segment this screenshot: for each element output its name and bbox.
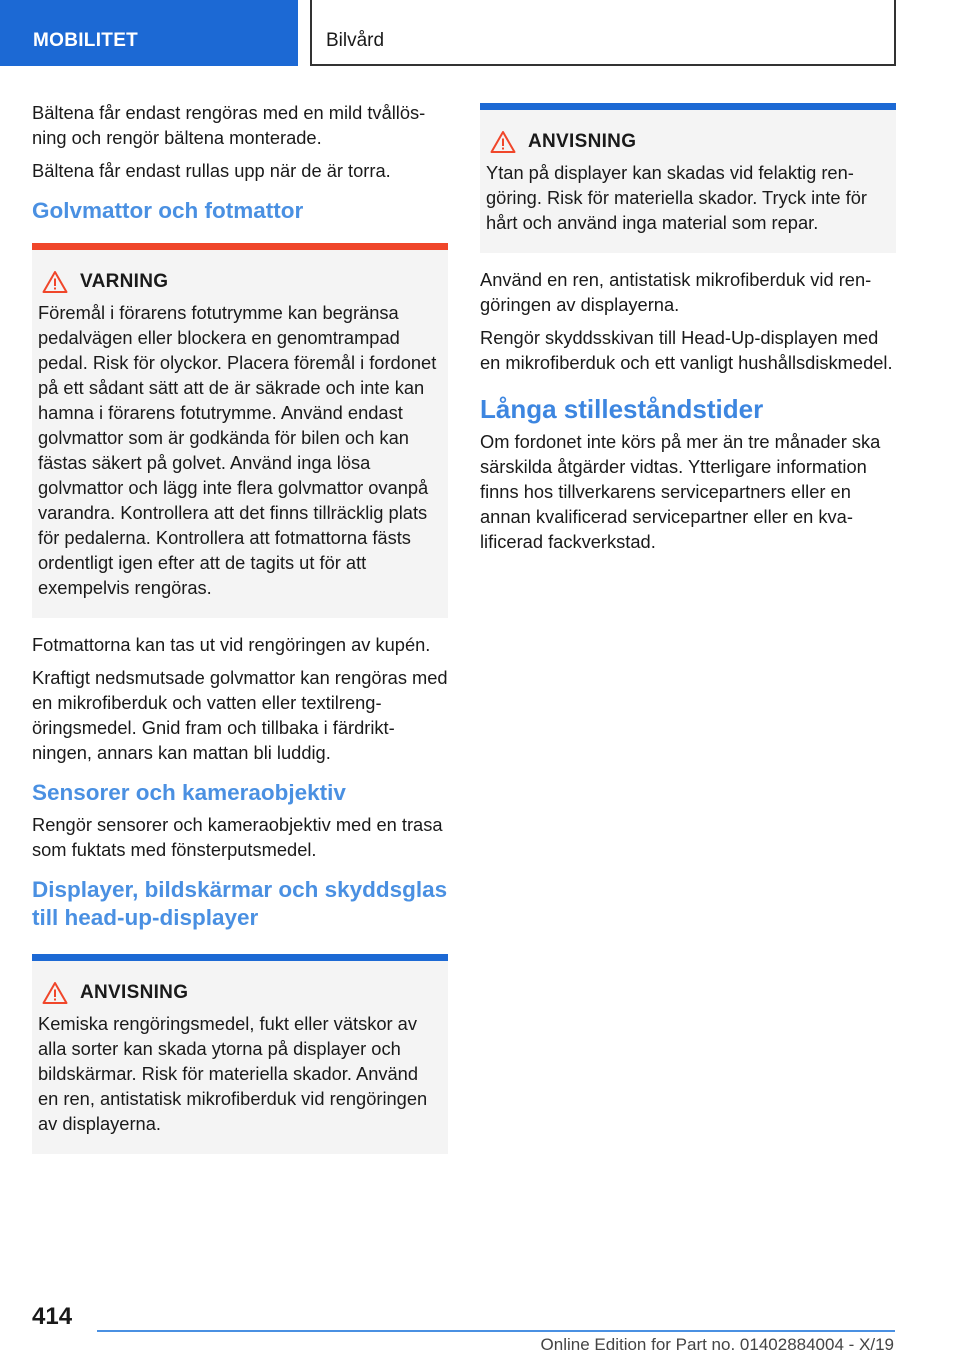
notice-title: ANVISNING [80,982,189,1003]
paragraph: Bältena får endast rullas upp när de är torra. [32,160,391,181]
warning-title: VARNING [80,271,169,292]
right-column [480,103,896,562]
footer-divider [97,1330,895,1332]
paragraph: Om fordonet inte körs på mer än tre månader ska särskilda åtgärder vidtas. Ytterligare information finns hos tillverkarens servicepartners eller en annan kvalificerad servicepartner eller en kvalificerad fackverkstad. [480,431,881,552]
notice-title: ANVISNING [528,131,637,152]
warning-triangle-icon [42,981,68,1005]
paragraph: Bältena får endast rengöras med en mild tvållösning och rengör bältena monterade. [32,102,426,148]
edition-note: Online Edition for Part no. 01402884004 - X/19 [540,1335,894,1354]
warning-box [32,243,448,618]
notice-text: Kemiska rengöringsmedel, fukt eller vätskor av alla sorter kan skada ytorna på displayer och bildskärmar. Risk för materiella skador. Använd en ren, antistatisk mikrofiberduk vid rengöringen av displayerna. [38,1013,428,1134]
warning-text: Föremål i förarens fotutrymme kan begränsa pedalvägen eller blockera en genomtrampad pedal. Risk för olyckor. Placera föremål i fordonet på ett sådant sätt att de är säkrade och inte kan hamna i förarens fotutrymme. Använd endast golvmattor som är godkända för bilen och kan fästas säkert på golvet. Använd inga lösa golvmattor och lägg inte flera golvmattor ovanpå varandra. Kontrollera att det finns tillräcklig plats för pedalerna. Kontrollera att fotmattorna fästs ordentligt igen efter att de tagits ut för att exempelvis rengöras. [38,302,437,598]
warning-triangle-icon [42,270,68,294]
paragraph: Använd en ren, antistatisk mikrofiberduk vid rengöringen av displayerna. [480,269,872,315]
page-number: 414 [32,1303,73,1330]
paragraph: Rengör skyddsskivan till Head-Up-displayen med en mikrofiberduk och ett vanligt hushållsdiskmedel. [480,327,893,373]
notice-text: Ytan på displayer kan skadas vid felaktig rengöring. Risk för materiella skador. Tryck inte för hårt och använd inga material som repar. [486,162,867,233]
section-heading: Golvmattor och fotmattor [32,198,304,223]
section-heading: Sensorer och kameraobjektiv [32,780,346,805]
chapter-title: Bilvård [310,0,896,66]
section-heading: Långa stilleståndstider [480,394,764,424]
section-heading: Displayer, bildskärmar och skyddsglas till head-up-displayer [32,877,448,930]
notice-box [480,103,896,253]
notice-box [32,954,448,1154]
page-header [0,0,960,66]
left-column [32,100,448,1168]
paragraph: Kraftigt nedsmutsade golvmattor kan rengöras med en mikrofiberduk och vatten eller textilrengöringsmedel. Gnid fram och tillbaka i färdriktningen, annars kan mattan bli luddig. [32,667,448,763]
paragraph: Rengör sensorer och kameraobjektiv med en trasa som fuktats med fönsterputsmedel. [32,814,443,860]
section-tab: MOBILITET [0,0,298,66]
warning-header [38,270,442,294]
paragraph: Fotmattorna kan tas ut vid rengöringen av kupén. [32,634,431,655]
notice-header [486,130,890,154]
warning-triangle-icon [490,130,516,154]
notice-header [38,981,442,1005]
